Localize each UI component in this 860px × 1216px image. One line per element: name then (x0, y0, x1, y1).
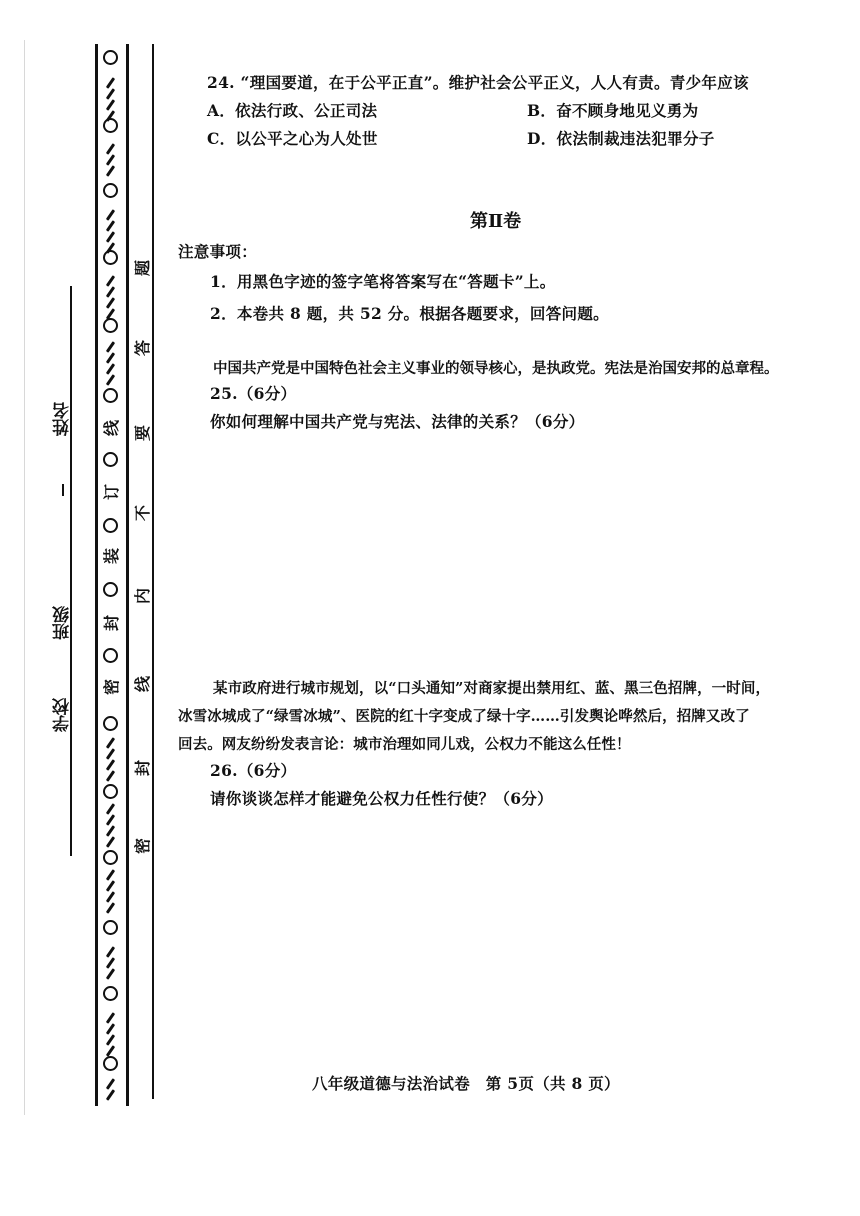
question-26-material-line-2: 冰雪冰城成了“绿雪冰城”、医院的红十字变成了绿十字……引发舆论哗然后，招牌又改了 (178, 708, 750, 725)
note-char-nei: 内 (133, 588, 152, 605)
cut-line-ring (103, 582, 118, 597)
cut-line-tick (106, 946, 115, 958)
cut-line-tick (106, 374, 115, 386)
cut-line-ring (103, 1056, 118, 1071)
page-edge (24, 40, 25, 1115)
seal-inner-line (126, 44, 129, 1106)
option-c: C．以公平之心为人处世 (207, 129, 378, 148)
page-footer: 八年级道德与法治试卷 第 5页（共 8 页） (312, 1074, 620, 1093)
cut-line-tick (106, 836, 115, 848)
option-a: A．依法行政、公正司法 (207, 101, 378, 120)
school-field-label: 学校 (53, 698, 73, 732)
cut-line-ring (103, 784, 118, 799)
seal-char-mi: 密 (102, 679, 121, 696)
question-26-material-line-1: 某市政府进行城市规划，以“口头通知”对商家提出禁用红、蓝、黑三色招牌，一时间， (213, 680, 771, 697)
cut-line-tick (106, 154, 115, 166)
cut-line-ring (103, 518, 118, 533)
cut-line-tick (106, 825, 115, 837)
cut-line-ring (103, 50, 118, 65)
margin-border-line (152, 44, 154, 1099)
cut-line-tick (106, 737, 115, 749)
cut-line-tick (106, 231, 115, 243)
seal-char-feng: 封 (102, 615, 121, 632)
cut-line-ring (103, 388, 118, 403)
question-25-number: 25.（6分） (210, 384, 297, 403)
notice-item-2: 2．本卷共 8 题，共 52 分。根据各题要求，回答问题。 (210, 304, 609, 323)
note-char-xian: 线 (133, 676, 152, 693)
note-char-feng: 封 (133, 760, 152, 777)
cut-line-ring (103, 850, 118, 865)
question-26-number: 26.（6分） (210, 761, 297, 780)
seal-char-zhuang: 装 (102, 548, 121, 565)
class-field-label: 班级 (53, 606, 73, 640)
cut-line-tick (106, 352, 115, 364)
cut-line-tick (106, 803, 115, 815)
cut-line-tick (106, 165, 115, 177)
cut-line-tick (106, 880, 115, 892)
cut-line-tick (106, 869, 115, 881)
cut-line-tick (106, 814, 115, 826)
seal-char-ding: 订 (102, 484, 121, 501)
cut-line-tick (106, 77, 115, 89)
cut-line-tick (106, 88, 115, 100)
cut-line-ring (103, 452, 118, 467)
student-info-line (70, 286, 72, 856)
cut-line-ring (103, 986, 118, 1001)
cut-line-tick (106, 99, 115, 111)
note-char-ti: 题 (133, 260, 152, 277)
name-field-label: 姓名 (53, 402, 73, 436)
cut-line-tick (106, 1023, 115, 1035)
cut-line-ring (103, 318, 118, 333)
cut-line-ring (103, 716, 118, 731)
question-25-material: 中国共产党是中国特色社会主义事业的领导核心，是执政党。宪法是治国安邦的总章程。 (213, 360, 779, 377)
cut-line-tick (106, 891, 115, 903)
cut-line-tick (106, 220, 115, 232)
note-char-mi: 密 (133, 838, 152, 855)
cut-line-tick (106, 759, 115, 771)
question-25-prompt: 你如何理解中国共产党与宪法、法律的关系？（6分） (210, 412, 585, 431)
part-2-title: 第Ⅱ卷 (470, 211, 522, 232)
option-d: D．依法制裁违法犯罪分子 (527, 129, 715, 148)
cut-line-tick (106, 1034, 115, 1046)
note-char-yao: 要 (133, 425, 152, 442)
cut-line-tick (106, 957, 115, 969)
seal-char-xian: 线 (102, 420, 121, 437)
cut-line-tick (106, 341, 115, 353)
notice-label: 注意事项： (178, 242, 258, 261)
cut-line-tick (106, 1089, 115, 1101)
cut-line-tick (106, 275, 115, 287)
question-26-material-line-3: 回去。网友纷纷发表言论：城市治理如同儿戏，公权力不能这么任性！ (178, 736, 631, 753)
cut-line-ring (103, 920, 118, 935)
notice-item-1: 1．用黑色字迹的签字笔将答案写在“答题卡”上。 (210, 272, 556, 291)
cut-line-tick (106, 297, 115, 309)
cut-line-ring (103, 648, 118, 663)
cut-line-tick (106, 1078, 115, 1090)
cut-line-ring (103, 183, 118, 198)
cut-line-tick (106, 1012, 115, 1024)
question-24-stem: 24. “理国要道，在于公平正直”。维护社会公平正义，人人有责。青少年应该 (207, 73, 749, 92)
seal-outer-line (95, 44, 98, 1106)
question-26-prompt: 请你谈谈怎样才能避免公权力任性行使？（6分） (210, 789, 553, 808)
note-char-da: 答 (133, 340, 152, 357)
cut-line-tick (106, 770, 115, 782)
cut-line-tick (106, 968, 115, 980)
cut-line-tick (106, 209, 115, 221)
field-divider (62, 484, 64, 496)
cut-line-tick (106, 286, 115, 298)
cut-line-tick (106, 363, 115, 375)
note-char-bu: 不 (133, 505, 152, 522)
cut-line-tick (106, 143, 115, 155)
option-b: B．奋不顾身地见义勇为 (527, 101, 699, 120)
cut-line-tick (106, 902, 115, 914)
cut-line-tick (106, 748, 115, 760)
